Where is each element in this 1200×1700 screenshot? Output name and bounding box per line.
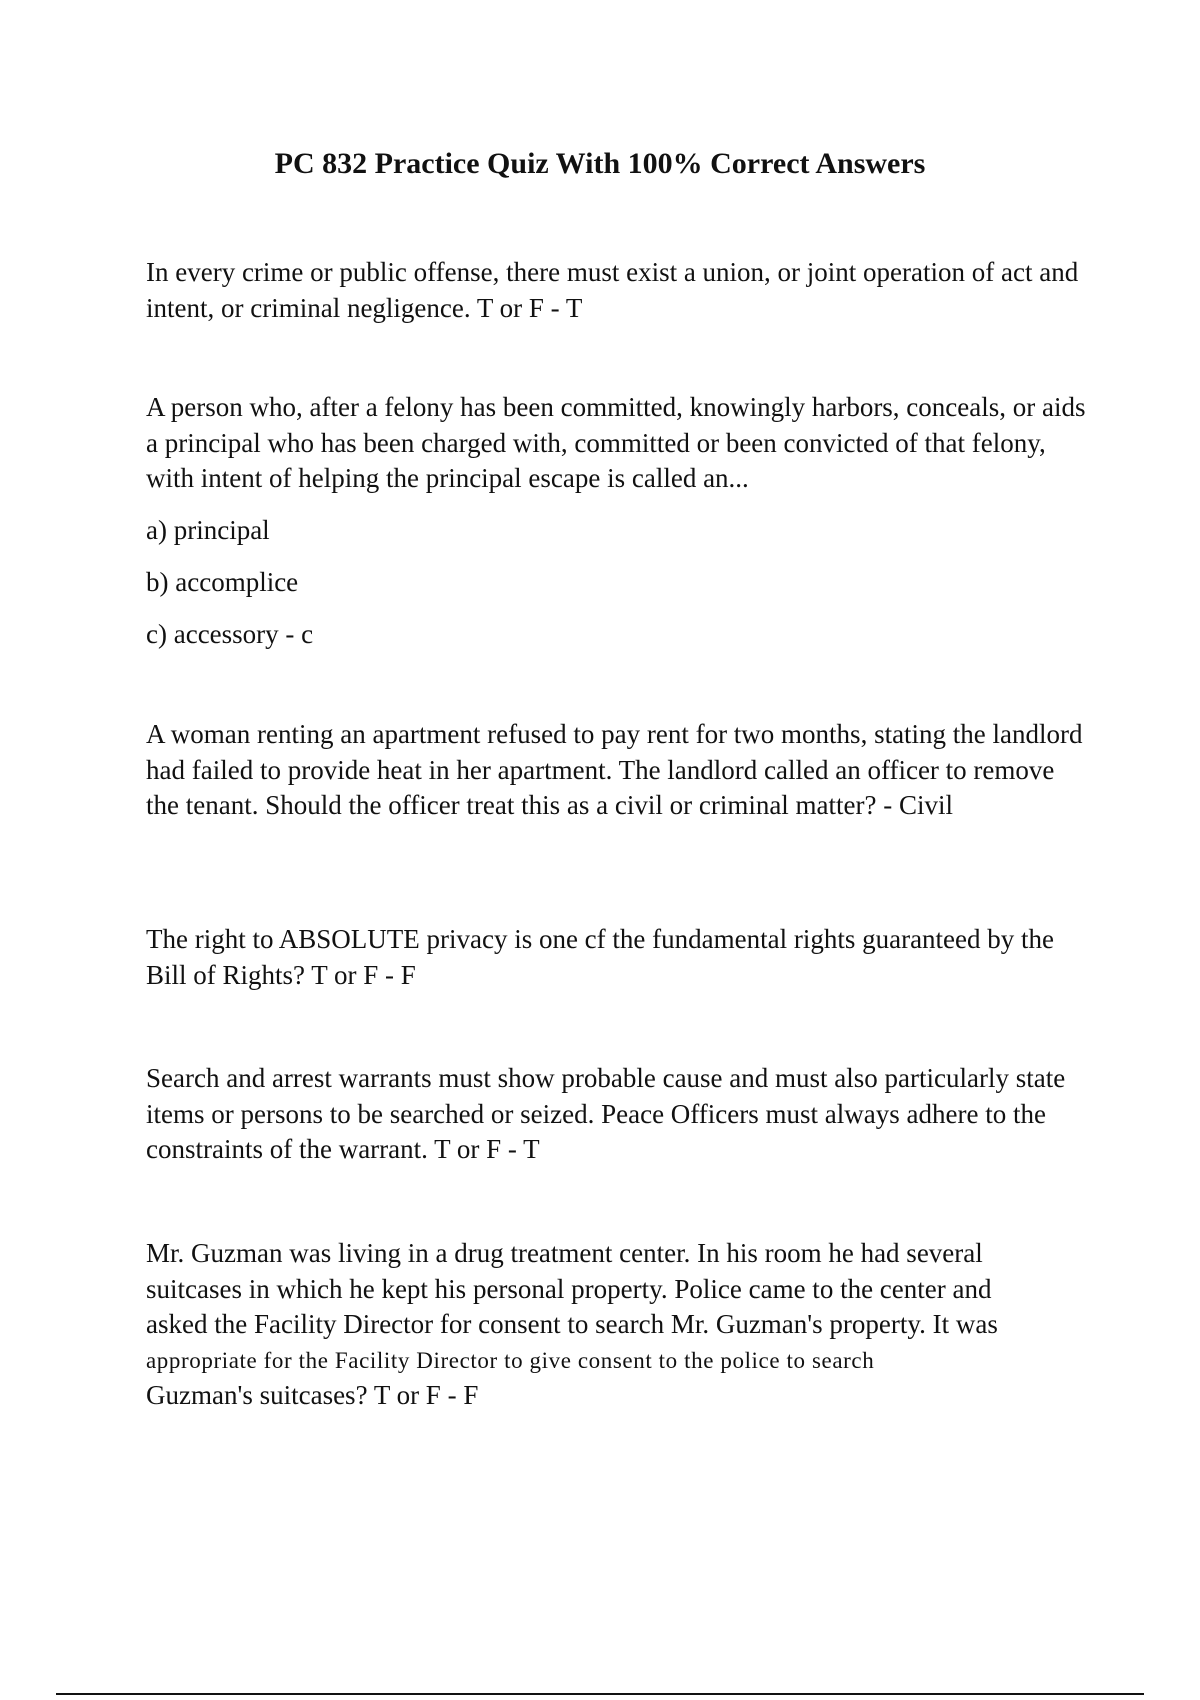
question-3	[146, 717, 1086, 824]
question-1	[146, 255, 1086, 326]
question-line: Guzman's suitcases? T or F - F	[146, 1380, 479, 1410]
question-6	[146, 1236, 1086, 1414]
question-line: asked the Facility Director for consent to search Mr. Guzman's property. It was	[146, 1309, 998, 1339]
answer-option-b: b) accomplice	[146, 567, 299, 597]
question-text: Search and arrest warrants must show probable cause and must also particularly state items or persons to be searched or seized. Peace Officers must always adhere to the constraints of the warrant. T or F - T	[146, 1063, 1066, 1164]
question-text: In every crime or public offense, there must exist a union, or joint operation of act and intent, or criminal negligence. T or F - T	[146, 257, 1079, 323]
question-line: appropriate for the Facility Director to give consent to the police to search	[146, 1347, 875, 1373]
answer-option-c: c) accessory - c	[146, 619, 314, 649]
question-2	[146, 390, 1086, 497]
footer-divider	[56, 1693, 1144, 1695]
page-title: PC 832 Practice Quiz With 100% Correct Answers	[274, 147, 926, 180]
question-5	[146, 1061, 1086, 1168]
answer-option-a: a) principal	[146, 515, 270, 545]
question-text: A woman renting an apartment refused to pay rent for two months, stating the landlord had failed to provide heat in her apartment. The landlord called an officer to remove the tenant. Should the officer treat this as a civil or criminal matter? - Civil	[146, 719, 1083, 820]
question-text: A person who, after a felony has been committed, knowingly harbors, conceals, or aids a principal who has been charged with, committed or been convicted of that felony, with intent of helping the principal escape is called an...	[146, 392, 1086, 493]
question-line: suitcases in which he kept his personal property. Police came to the center and	[146, 1273, 992, 1304]
question-line: Mr. Guzman was living in a drug treatment center. In his room he had several	[146, 1238, 983, 1268]
question-text: The right to ABSOLUTE privacy is one cf the fundamental rights guaranteed by the Bill of Rights? T or F - F	[146, 924, 1055, 990]
question-4	[146, 922, 1086, 993]
